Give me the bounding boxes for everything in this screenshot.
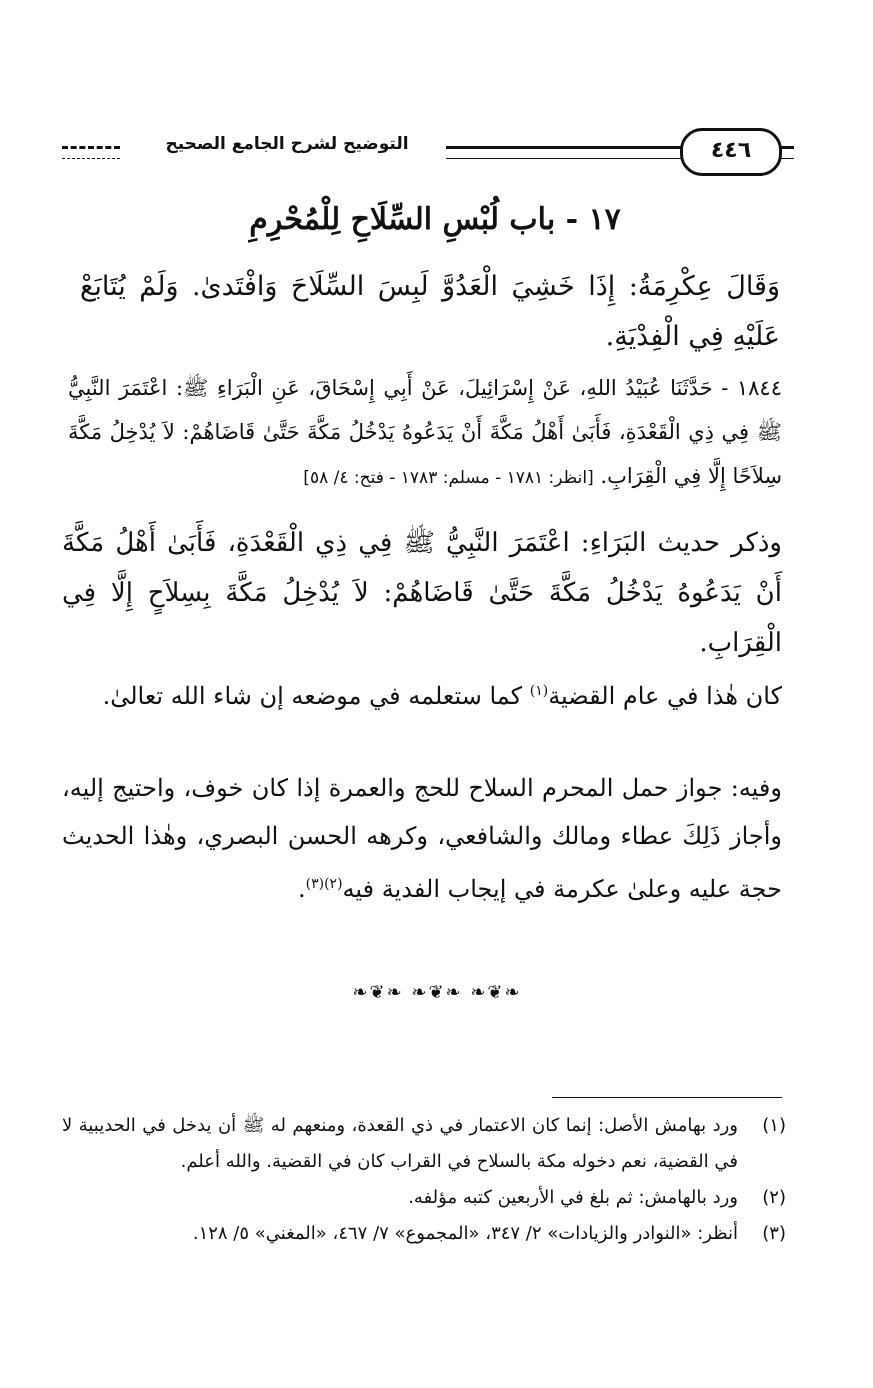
paragraph-3-end: .	[297, 875, 306, 903]
book-title: التوضيح لشرح الجامع الصحيح	[165, 134, 409, 154]
hadith-text: ١٨٤٤ - حَدَّثَنَا عُبَيْدُ اللهِ، عَنْ إِسْرَائِيلَ، عَنْ أَبِي إِسْحَاقَ، عَنِ الْبَرَاءِ ﷺ: اعْتَمَرَ النَّبِيُّ ﷺ فِي ذِي الْقَعْدَةِ، فَأَبَىٰ أَهْلُ مَكَّةَ أَنْ يَدَعُوهُ يَدْخُلُ مَكَّةَ حَتَّىٰ قَاضَاهُمْ: لاَ يُدْخِلُ مَكَّةَ سِلاَحًا إِلَّا فِي الْقِرَابِ.	[68, 376, 782, 488]
page-header	[62, 128, 792, 180]
footnotes	[62, 1108, 786, 1252]
footnote-number: (٣)	[762, 1223, 786, 1244]
header-double-rule	[446, 146, 682, 159]
footnote-ref-2-3[interactable]: (٢)(٣)	[305, 876, 343, 892]
ikrimah-quote: وَقَالَ عِكْرِمَةُ: إِذَا خَشِيَ الْعَدُوَّ لَبِسَ السِّلَاحَ وَافْتَدىٰ. وَلَمْ يُتَابَعْ عَلَيْهِ فِي الْفِدْيَةِ.	[80, 271, 780, 352]
header-dashed-rule	[62, 146, 120, 159]
commentary-paragraph-2	[62, 666, 782, 721]
footnote-item	[62, 1108, 786, 1180]
page-number: ٤٤٦	[680, 128, 782, 176]
footnote-number: (٢)	[762, 1187, 786, 1208]
footnote-text: ورد بهامش الأصل: إنما كان الاعتمار في ذي القعدة، ومنعهم له ﷺ أن يدخل في الحديبية لا في القضية، نعم دخوله مكة بالسلاح في القراب كان في القضية. والله أعلم.	[62, 1115, 738, 1172]
chapter-title: ١٧ - باب لُبْسِ السِّلَاحِ لِلْمُحْرِمِ	[249, 202, 621, 237]
footnote-item	[62, 1216, 786, 1252]
hadith-block	[68, 366, 782, 500]
paragraph-2-text-a: كان هٰذا في عام القضية	[548, 682, 782, 710]
paragraph-2-text-b: كما ستعلمه في موضعه إن شاء الله تعالىٰ.	[102, 682, 530, 710]
hadith-reference: [انظر: ١٧٨١ - مسلم: ١٧٨٣ - فتح: ٤/ ٥٨]	[303, 468, 594, 488]
footnote-text: أنظر: «النوادر والزيادات» ٢/ ٣٤٧، «المجموع» ٧/ ٤٦٧، «المغني» ٥/ ١٢٨.	[192, 1223, 738, 1244]
footnote-separator	[552, 1097, 782, 1098]
footnote-item	[62, 1180, 786, 1216]
footnote-ref-1[interactable]: (١)	[529, 683, 549, 699]
section-divider-ornament: ❧❦❧ ❧❦❧ ❧❦❧	[352, 982, 522, 1003]
commentary-paragraph-3	[62, 764, 782, 913]
footnote-number: (١)	[762, 1115, 786, 1136]
commentary-paragraph-1: وذكر حديث البَرَاءِ: اعْتَمَرَ النَّبِيُّ ﷺ فِي ذِي الْقَعْدَةِ، فَأَبَىٰ أَهْلُ مَكَّةَ أَنْ يَدَعُوهُ يَدْخُلُ مَكَّةَ حَتَّىٰ قَاضَاهُمْ: لاَ يُدْخِلُ مَكَّةَ بِسِلاَحٍ إِلَّا فِي الْقِرَابِ.	[62, 528, 782, 658]
paragraph-3-text: وفيه: جواز حمل المحرم السلاح للحج والعمرة إذا كان خوف، واحتيج إليه، وأجاز ذَلِكَ عطاء ومالك والشافعي، وكرهه الحسن البصري، وهٰذا الحديث حجة عليه وعلىٰ عكرمة في إيجاب الفدية فيه	[62, 774, 782, 903]
footnote-text: ورد بالهامش: ثم بلغ في الأربعين كتبه مؤلفه.	[408, 1187, 738, 1208]
